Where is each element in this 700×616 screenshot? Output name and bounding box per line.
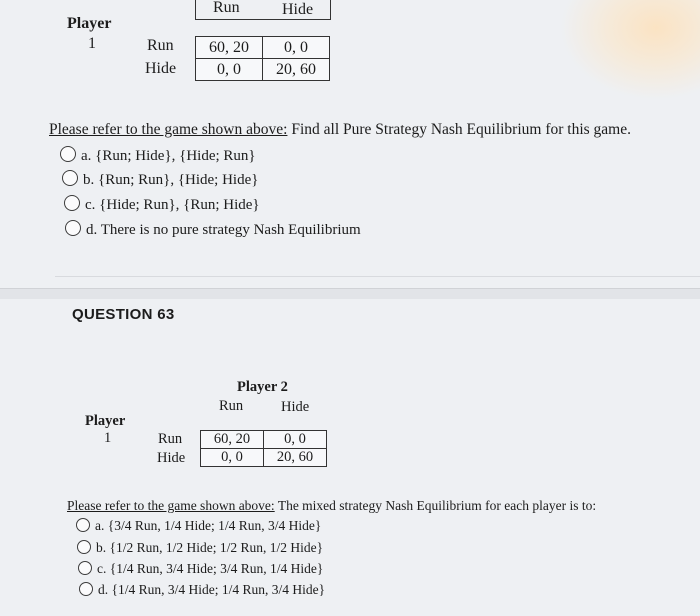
q63-option-a-label: a. {3/4 Run, 1/4 Hide; 1/4 Run, 3/4 Hide}	[95, 518, 322, 533]
q63-option-c[interactable]	[78, 561, 323, 577]
q63-cell-run-hide: 0, 0	[264, 431, 327, 449]
q62-option-b[interactable]	[62, 170, 258, 189]
q62-row-run-label: Run	[147, 37, 174, 54]
q62-option-a-label: a. {Run; Hide}, {Hide; Run}	[81, 148, 256, 164]
q62-option-d-label: d. There is no pure strategy Nash Equilibrium	[86, 222, 361, 238]
q62-cell-hide-run: 0, 0	[196, 59, 263, 81]
q63-option-a[interactable]	[76, 518, 321, 534]
divider-line	[55, 276, 700, 277]
q62-col-run-header: Run	[213, 0, 240, 16]
q63-player2-label: Player 2	[237, 379, 288, 395]
q62-header-box	[195, 0, 331, 20]
q63-cell-run-run: 60, 20	[201, 431, 264, 449]
q63-option-d-label: d. {1/4 Run, 3/4 Hide; 1/4 Run, 3/4 Hide}	[98, 582, 326, 597]
radio-button[interactable]	[79, 582, 93, 596]
q63-player1-number: 1	[104, 430, 112, 446]
q63-row-hide-label: Hide	[157, 450, 186, 466]
q62-prompt-text: Find all Pure Strategy Nash Equilibrium for this game.	[287, 121, 631, 138]
q63-option-c-label: c. {1/4 Run, 3/4 Hide; 3/4 Run, 1/4 Hide}	[97, 561, 324, 576]
q62-cell-run-hide: 0, 0	[263, 37, 330, 59]
q62-cell-hide-hide: 20, 60	[263, 59, 330, 81]
radio-button[interactable]	[64, 195, 80, 211]
q62-payoff-matrix	[195, 36, 330, 81]
q63-prompt	[67, 498, 596, 514]
q63-option-b[interactable]	[77, 540, 323, 556]
question-separator	[0, 288, 700, 299]
q63-prompt-lead: Please refer to the game shown above:	[67, 498, 275, 513]
q62-option-a[interactable]	[60, 146, 256, 165]
q63-cell-hide-run: 0, 0	[201, 449, 264, 467]
q62-prompt-lead: Please refer to the game shown above:	[49, 121, 288, 138]
photo-glare	[560, 0, 700, 100]
q63-option-d[interactable]	[79, 582, 325, 598]
q63-prompt-text: The mixed strategy Nash Equilibrium for each player is to:	[274, 498, 597, 513]
radio-button[interactable]	[77, 540, 91, 554]
q63-payoff-matrix	[200, 430, 327, 467]
q62-player1-number: 1	[88, 35, 96, 52]
q63-player1-label: Player	[85, 413, 126, 429]
radio-button[interactable]	[62, 170, 78, 186]
q63-heading: QUESTION 63	[72, 306, 175, 323]
q63-row-run-label: Run	[158, 431, 183, 447]
q62-prompt	[49, 121, 631, 139]
q62-cell-run-run: 60, 20	[196, 37, 263, 59]
q62-player1-label: Player	[67, 15, 112, 32]
radio-button[interactable]	[78, 561, 92, 575]
q62-row-hide-label: Hide	[145, 60, 177, 77]
radio-button[interactable]	[76, 518, 90, 532]
q62-option-c-label: c. {Hide; Run}, {Run; Hide}	[85, 197, 260, 213]
q63-option-b-label: b. {1/2 Run, 1/2 Hide; 1/2 Run, 1/2 Hide}	[96, 540, 324, 555]
q63-cell-hide-hide: 20, 60	[264, 449, 327, 467]
q62-option-b-label: b. {Run; Run}, {Hide; Hide}	[83, 172, 259, 188]
q63-col-hide-header: Hide	[281, 399, 310, 415]
q62-col-hide-header: Hide	[282, 1, 314, 18]
radio-button[interactable]	[65, 220, 81, 236]
q63-col-run-header: Run	[219, 398, 244, 414]
q62-option-c[interactable]	[64, 195, 260, 214]
radio-button[interactable]	[60, 146, 76, 162]
q62-option-d[interactable]	[65, 220, 361, 239]
